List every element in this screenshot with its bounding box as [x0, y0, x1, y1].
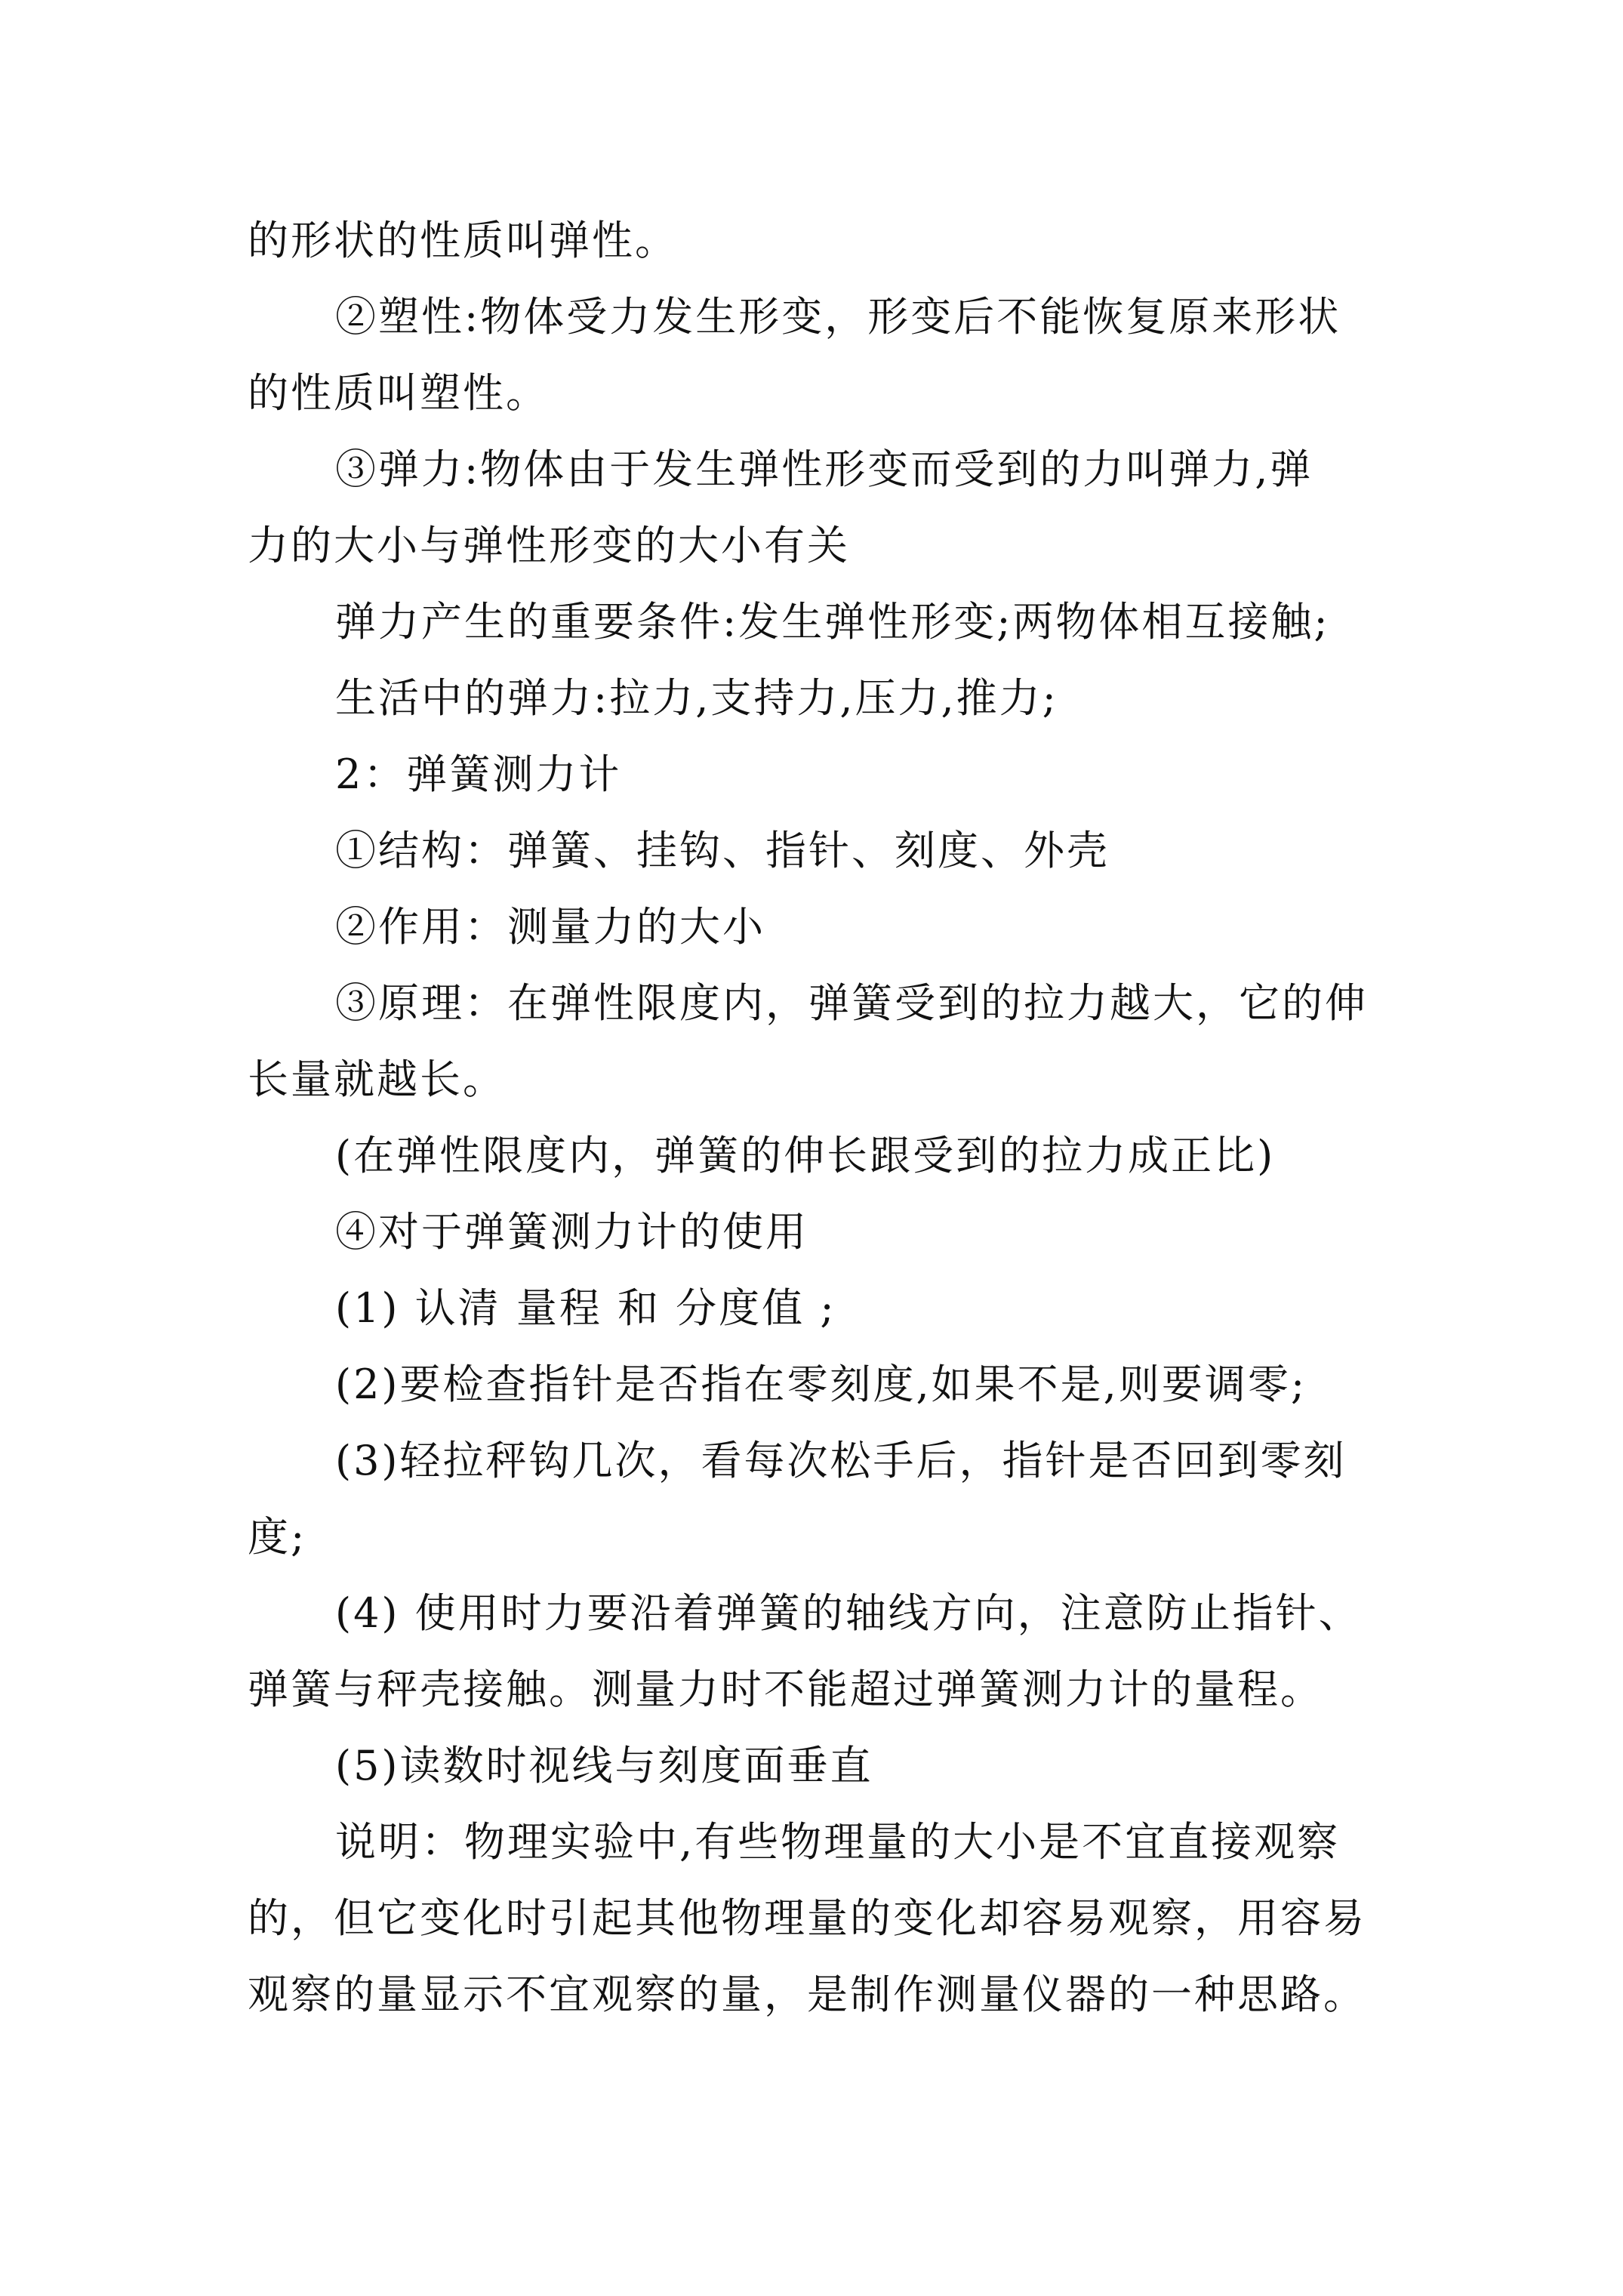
text-line: 观察的量显示不宜观察的量，是制作测量仪器的一种思路。 — [248, 1971, 1366, 2018]
text-line: 力的大小与弹性形变的大小有关 — [248, 522, 850, 569]
text-line: 度; — [248, 1513, 307, 1561]
text-line: (4) 使用时力要沿着弹簧的轴线方向，注意防止指针、 — [335, 1589, 1362, 1637]
text-line: 生活中的弹力:拉力,支持力,压力,推力; — [335, 674, 1058, 722]
document-body — [248, 202, 1380, 2032]
text-line: (5)读数时视线与刻度面垂直 — [335, 1742, 873, 1789]
text-line: (3)轻拉秤钩几次，看每次松手后，指针是否回到零刻 — [335, 1437, 1347, 1484]
text-line: ④对于弹簧测力计的使用 — [335, 1208, 808, 1256]
text-line: ①结构：弹簧、挂钩、指针、刻度、外壳 — [335, 827, 1110, 874]
text-line: 弹簧与秤壳接触。测量力时不能超过弹簧测力计的量程。 — [248, 1666, 1323, 1713]
text-line: (2)要检查指针是否指在零刻度,如果不是,则要调零; — [335, 1361, 1307, 1408]
text-line: 2：弹簧测力计 — [335, 750, 622, 798]
text-line: (在弹性限度内，弹簧的伸长跟受到的拉力成正比) — [335, 1132, 1276, 1179]
text-line: ③原理：在弹性限度内，弹簧受到的拉力越大，它的伸 — [335, 979, 1368, 1027]
text-line: ②作用：测量力的大小 — [335, 903, 765, 951]
text-line: ③弹力:物体由于发生弹性形变而受到的力叫弹力,弹 — [335, 445, 1313, 493]
text-line: 弹力产生的重要条件:发生弹性形变;两物体相互接触; — [335, 598, 1330, 646]
text-line: 长量就越长。 — [248, 1056, 506, 1103]
text-line: 的性质叫塑性。 — [248, 369, 549, 417]
text-line: (1) 认清 量程 和 分度值 ; — [335, 1284, 836, 1332]
text-line: 的，但它变化时引起其他物理量的变化却容易观察，用容易 — [248, 1894, 1366, 1942]
text-line: 的形状的性质叫弹性。 — [248, 217, 678, 264]
text-line: 说明：物理实验中,有些物理量的大小是不宜直接观察 — [335, 1818, 1341, 1866]
text-line: ②塑性:物体受力发生形变，形变后不能恢复原来形状 — [335, 293, 1341, 341]
